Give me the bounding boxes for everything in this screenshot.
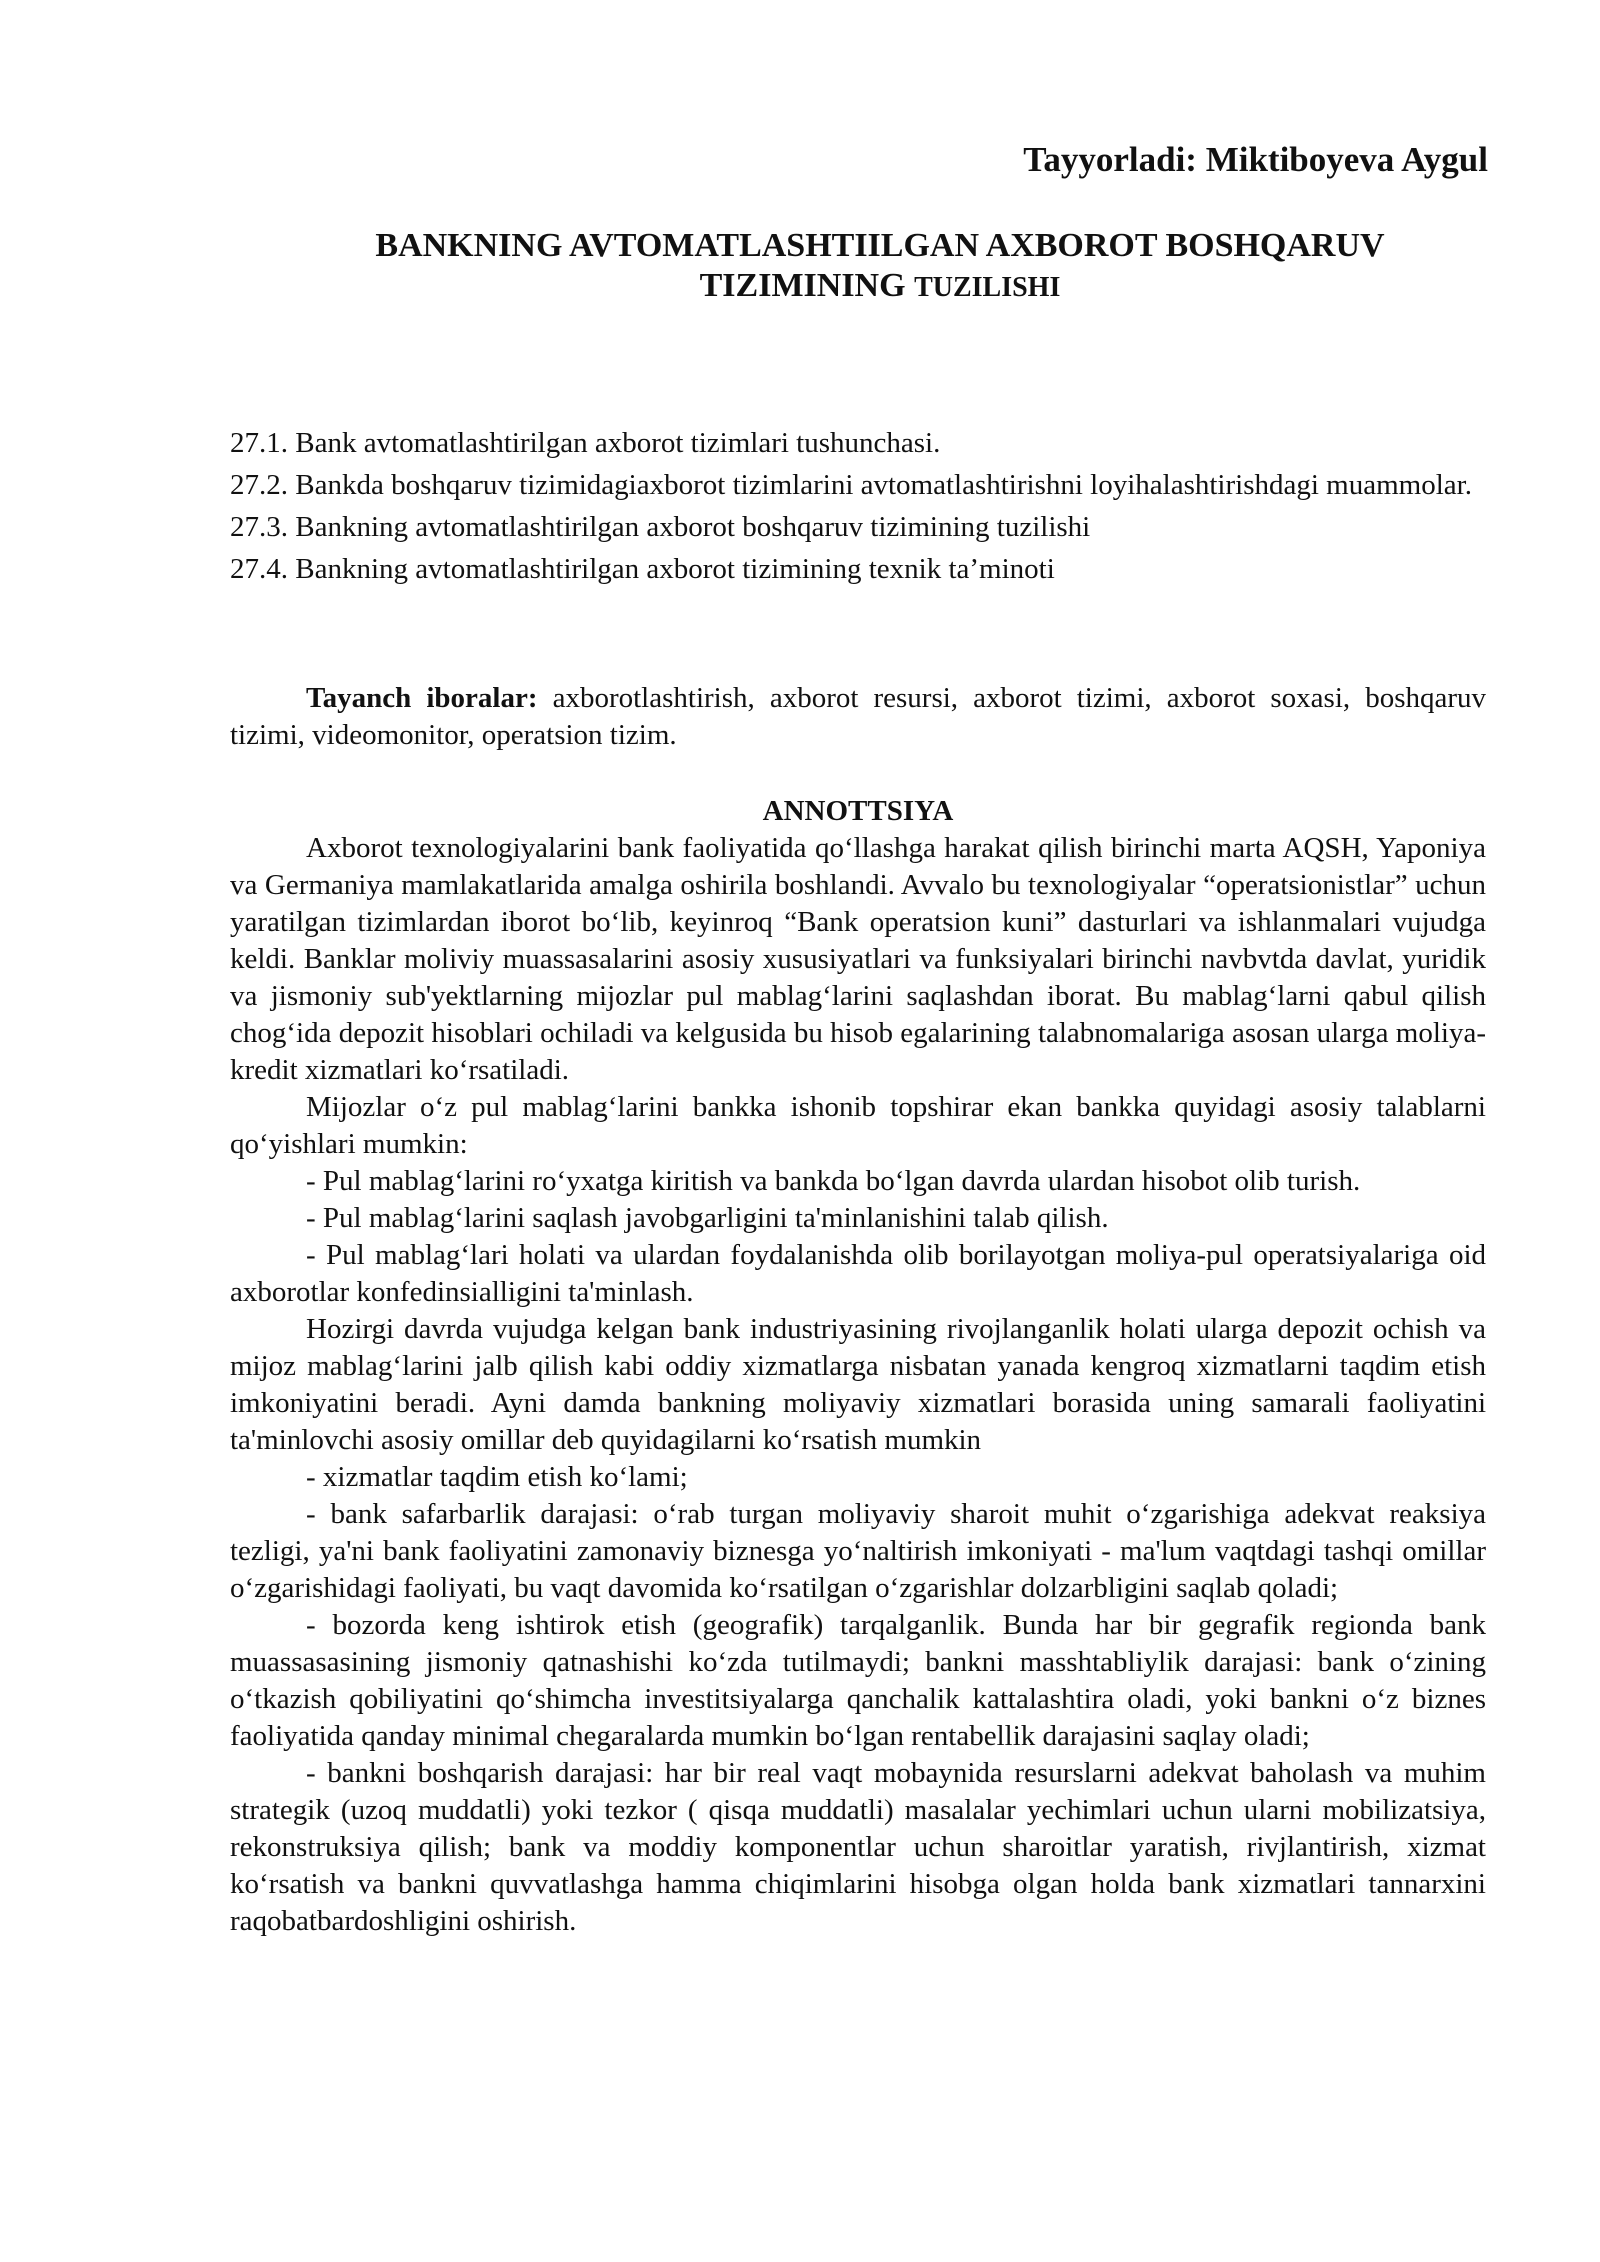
toc-item: 27.4. Bankning avtomatlashtirilgan axborot tizimining texnik ta’minoti bbox=[230, 553, 1055, 585]
toc-item: 27.2. Bankda boshqaruv tizimidagiaxborot tizimlarini avtomatlashtirishni loyihalashtirishdagi muammolar. bbox=[230, 469, 1472, 501]
keywords-section bbox=[230, 680, 1486, 754]
paragraph: Hozirgi davrda vujudga kelgan bank industriyasining rivojlanganlik holati ularga depozit ochish va mijoz mablag‘larini jalb qilish kabi oddiy xizmatlarga nisbatan yanada kengroq xizmatlarni taqdim etish imkoniyatini beradi. Ayni damda bankning moliyaviy xizmatlari borasida uning samarali faoliyatini ta'minlovchi asosiy omillar deb quyidagilarni ko‘rsatish mumkin bbox=[230, 1313, 1486, 1456]
keywords-label: Tayanch iboralar: bbox=[306, 682, 538, 714]
annotation-section bbox=[230, 793, 1486, 1940]
list-item: - bankni boshqarish darajasi: har bir real vaqt mobaynida resurslarni adekvat baholash va muhim strategik (uzoq muddatli) yoki tezkor ( qisqa muddatli) masalalar yechimlari uchun ularni mobilizatsiya, rekonstruksiya qilish; bank va moddiy komponentlar uchun sharoitlar yaratish, rivjlantirish, xizmat ko‘rsatish va bankni quvvatlashga hamma chiqimlarini hisobga olgan holda bank xizmatlari tannarxini raqobatbardoshligini oshirish. bbox=[230, 1757, 1486, 1937]
list-item: - bozorda keng ishtirok etish (geografik) tarqalganlik. Bunda har bir gegrafik regionda bank muassasasining jismoniy qatnashishi ko‘zda tutilmaydi; bankni masshtabliylik darajasi: bank o‘zining o‘tkazish qobiliyatini qo‘shimcha investitsiyalarga qanchalik kattalashtira oladi, yoki bankni o‘z biznes faoliyatida qanday minimal chegaralarda mumkin bo‘lgan rentabellik darajasini saqlay oladi; bbox=[230, 1609, 1486, 1752]
list-item: - Pul mablag‘larini ro‘yxatga kiritish va bankda bo‘lgan davrda ulardan hisobot olib turish. bbox=[306, 1165, 1361, 1197]
author-line: Tayyorladi: Miktiboyeva Aygul bbox=[1023, 140, 1488, 179]
annotation-heading: ANNOTTSIYA bbox=[762, 795, 954, 827]
list-item: - bank safarbarlik darajasi: o‘rab turgan moliyaviy sharoit muhit o‘zgarishiga adekvat reaksiya tezligi, ya'ni bank faoliyatini zamonaviy biznesga yo‘naltirish imkoniyati - ma'lum vaqtdagi tashqi omillar o‘zgarishidagi faoliyati, bu vaqt davomida ko‘rsatilgan o‘zgarishlar dolzarbligini saqlab qoladi; bbox=[230, 1498, 1486, 1604]
keywords-text: axborotlashtirish, axborot resursi, axborot tizimi, axborot soxasi, boshqaruv tizimi, videomonitor, operatsion tizim. bbox=[230, 682, 1487, 751]
list-item: - Pul mablag‘lari holati va ulardan foydalanishda olib borilayotgan moliya-pul operatsiyalariga oid axborotlar konfedinsialligini ta'minlash. bbox=[230, 1239, 1486, 1308]
title-line-2-main: TIZIMINING bbox=[699, 267, 906, 304]
title-line-1: BANKNING AVTOMATLASHTIILGAN AXBOROT BOSHQARUV bbox=[375, 227, 1385, 264]
list-item: - Pul mablag‘larini saqlash javobgarligini ta'minlanishini talab qilish. bbox=[306, 1202, 1109, 1234]
title-line-2 bbox=[230, 266, 1530, 308]
paragraph: Axborot texnologiyalarini bank faoliyatida qo‘llashga harakat qilish birinchi marta AQSH, Yaponiya va Germaniya mamlakatlarida amalga oshirila boshlandi. Avvalo bu texnologiyalar “operatsionistlar” uchun yaratilgan tizimlardan iborot bo‘lib, keyinroq “Bank operatsion kuni” dasturlari va ishlanmalari vujudga keldi. Banklar moliviy muassasalarini asosiy xususiyatlari va funksiyalari birinchi navbvtda davlat, yuridik va jismoniy sub'yektlarning mijozlar pul mablag‘larini saqlashdan iborat. Bu mablag‘larni qabul qilish chog‘ida depozit hisoblari ochiladi va kelgusida bu hisob egalarining talabnomalariga asosan ularga moliya-kredit xizmatlari ko‘rsatiladi. bbox=[230, 832, 1486, 1086]
list-item: - xizmatlar taqdim etish ko‘lami; bbox=[306, 1461, 688, 1493]
toc-item: 27.1. Bank avtomatlashtirilgan axborot tizimlari tushunchasi. bbox=[230, 427, 941, 459]
document-title bbox=[230, 226, 1530, 308]
title-line-2-small: TUZILISHI bbox=[914, 272, 1061, 303]
toc-item: 27.3. Bankning avtomatlashtirilgan axborot boshqaruv tizimining tuzilishi bbox=[230, 511, 1091, 543]
keywords-paragraph bbox=[230, 680, 1486, 754]
table-of-contents bbox=[230, 422, 1486, 590]
paragraph: Mijozlar o‘z pul mablag‘larini bankka ishonib topshirar ekan bankka quyidagi asosiy talablarni qo‘yishlari mumkin: bbox=[230, 1091, 1486, 1160]
